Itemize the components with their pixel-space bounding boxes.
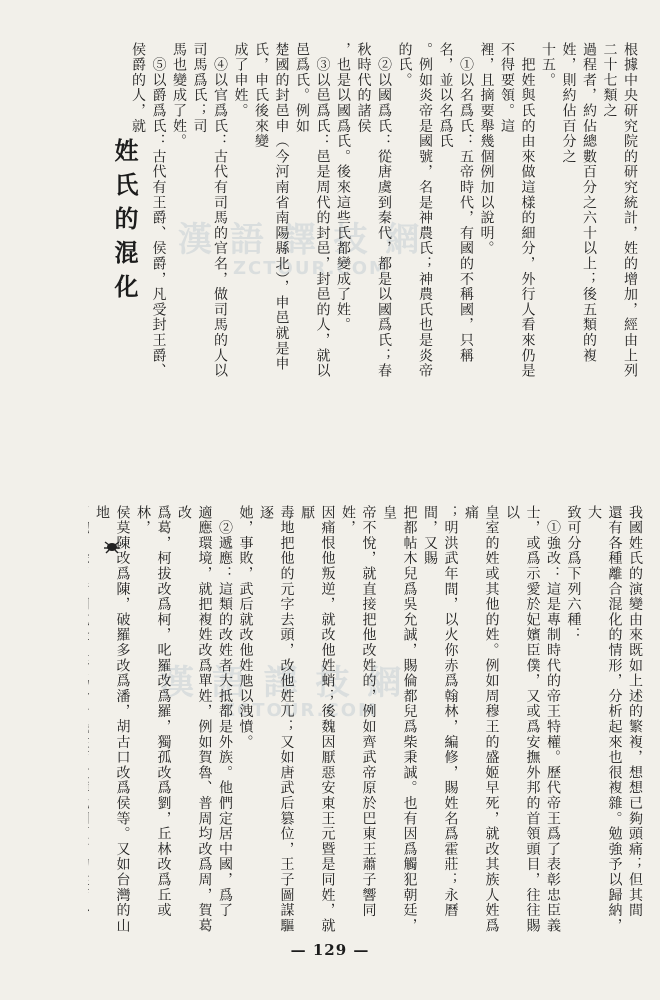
watermark-text: 漢 語 譯 技 網 bbox=[178, 220, 423, 260]
text-column: 她，事敗，武后就改他姓虺以洩憤。 bbox=[237, 505, 254, 750]
text-column: ，也是以國爲氏。後來這些氏都變成了姓。 bbox=[335, 42, 351, 333]
text-column: ②以國爲氏：從唐虞到秦代，都是以國爲氏；春秋時代的諸侯 bbox=[355, 42, 392, 379]
text-column: ①強改：這是專制時代的帝王特權。歷代帝王爲了表彰忠臣義 bbox=[545, 505, 561, 934]
text-column: ；明洪武年間，以火你赤爲翰林，編修，賜姓名爲霍莊；永曆間，又賜 bbox=[422, 505, 459, 919]
page-number: — 129 — bbox=[290, 941, 370, 959]
text-column: 毒地把他的元字去頭，改他姓兀；又如唐武后篡位，王子圖謀驅逐 bbox=[258, 505, 295, 934]
top-text-block bbox=[128, 42, 640, 384]
text-column: 士，或爲示愛於妃嬪臣僕，又或爲安撫外邦的首領頭目，往往賜以 bbox=[504, 505, 541, 934]
text-column: 根據中央研究院的研究統計，姓的增加，經由上列二十七類之 bbox=[601, 42, 638, 379]
text-column: 還有各種離合混化的情形，分析起來也很複雜。勉強予以歸納，大 bbox=[586, 505, 623, 934]
text-column: 把姓與氏的由來做這樣的細分，外行人看來仍是不得要領。這 bbox=[499, 42, 536, 379]
text-column: 我國姓氏的演變由來既如上述的繁複，想想已夠頭痛；但其間 bbox=[627, 505, 643, 919]
text-column: 致可分爲下列六種： bbox=[565, 505, 582, 643]
watermark-url: ZCTOUR.COM bbox=[233, 258, 389, 279]
text-column: 十五。 bbox=[540, 42, 556, 88]
text-column: ④以官爲氏：古代有司馬的官名，做司馬的人以司馬爲氏；司 bbox=[191, 42, 228, 379]
text-column: 楚國的封邑申（今河南省南陽縣北），申邑就是申氏，申氏後來變 bbox=[253, 42, 290, 372]
text-column: 爲葛，柯拔改爲柯，叱羅改爲羅，獨孤改爲劉，丘林改爲丘或林， bbox=[135, 505, 172, 919]
text-column: 因痛恨他叛逆，就改他姓蛸；後魏因厭惡安東王元暨是同姓，就厭 bbox=[299, 505, 336, 934]
text-column: 皇室的姓或其他的姓。例如周穆王的盛姬早死，就改其族人姓爲痛 bbox=[463, 505, 500, 934]
text-column: 馬也變成了姓。 bbox=[171, 42, 187, 150]
text-column bbox=[88, 505, 92, 938]
text-column: ③以邑爲氏：邑是周代的封邑，封邑的人，就以邑爲氏。例如 bbox=[294, 42, 331, 379]
text-column: 。例如炎帝是國號，名是神農氏；神農氏也是炎帝的氏。 bbox=[396, 42, 433, 379]
text-column: ⑤以爵爲氏：古代有王爵、侯爵，凡受封王爵、侯爵的人，就 bbox=[130, 42, 167, 379]
text-column: 侯莫陳改爲陳，破羅多改爲潘，胡古口改爲侯等。又如台灣的山地 bbox=[94, 505, 131, 934]
text-column: 適應環境，就把複姓改爲單姓，例如賀魯、普周均改爲周，賀葛改 bbox=[176, 505, 213, 934]
text-column: 把都帖木兒爲吳允誠，賜倫都兒爲柴秉誠。也有因爲觸犯朝廷，皇 bbox=[381, 505, 418, 934]
text-column: 裡，且摘要舉幾個例加以說明。 bbox=[478, 42, 495, 257]
text-column: 成了申姓。 bbox=[232, 42, 249, 119]
watermark-url: ZCTOUR.COM bbox=[222, 700, 378, 721]
watermark-text: 漢 語 譯 技 網 bbox=[160, 663, 405, 703]
bottom-text-block bbox=[88, 505, 645, 938]
text-column: ①以名爲氏：五帝時代，有國的不稱國，只稱名，並以名爲氏 bbox=[437, 42, 474, 364]
section-title: 姓氏的混化 bbox=[110, 138, 139, 308]
text-column: ②遞應：這類的改姓者大抵都是外族。他們定居中國，爲了 bbox=[217, 505, 233, 919]
text-column: 過程者，約佔總數百分之六十以上；後五類的複姓，則約佔百分之 bbox=[560, 42, 597, 364]
text-column: 帝不悅，就直接把他改姓的，例如齊武帝原於巴東王蕭子響同姓， bbox=[340, 505, 377, 919]
